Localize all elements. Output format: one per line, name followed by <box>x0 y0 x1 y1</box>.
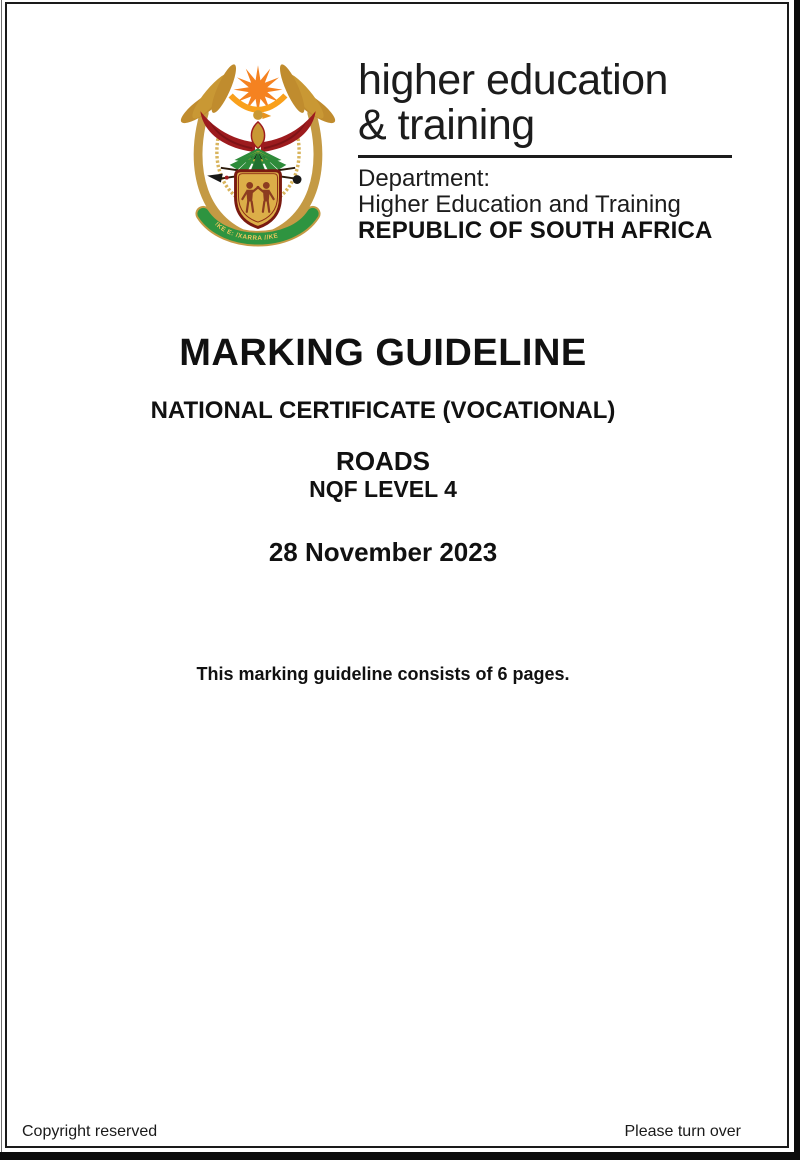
copyright-note: Copyright reserved <box>22 1123 158 1140</box>
scan-edge-right <box>794 0 800 1160</box>
wordmark-line1: higher education <box>358 56 668 104</box>
nqf-level-line: NQF LEVEL 4 <box>309 476 457 502</box>
coat-of-arms-logo <box>172 64 344 256</box>
please-turn-over-note: Please turn over <box>624 1123 741 1140</box>
shield-icon <box>236 171 281 228</box>
page-title: MARKING GUIDELINE <box>179 332 587 374</box>
coat-of-arms-icon <box>172 64 344 256</box>
country-name: REPUBLIC OF SOUTH AFRICA <box>358 217 713 244</box>
wordmark-line2: & training <box>358 101 535 149</box>
subject-line: ROADS <box>336 446 430 476</box>
department-label: Department: <box>358 165 491 192</box>
motto-text: !KE E: /XARRA //KE <box>213 220 280 242</box>
scan-edge-bottom <box>0 1152 800 1160</box>
sun-rays-icon <box>231 65 286 114</box>
exam-date-line: 28 November 2023 <box>268 537 498 567</box>
department-brand-block <box>358 58 738 244</box>
certificate-line: NATIONAL CERTIFICATE (VOCATIONAL) <box>150 397 616 424</box>
department-name: Higher Education and Training <box>358 191 681 218</box>
brand-divider <box>358 155 732 158</box>
pages-note-line: This marking guideline consists of 6 pages. <box>196 664 570 684</box>
scan-edge-left <box>1 0 2 1160</box>
